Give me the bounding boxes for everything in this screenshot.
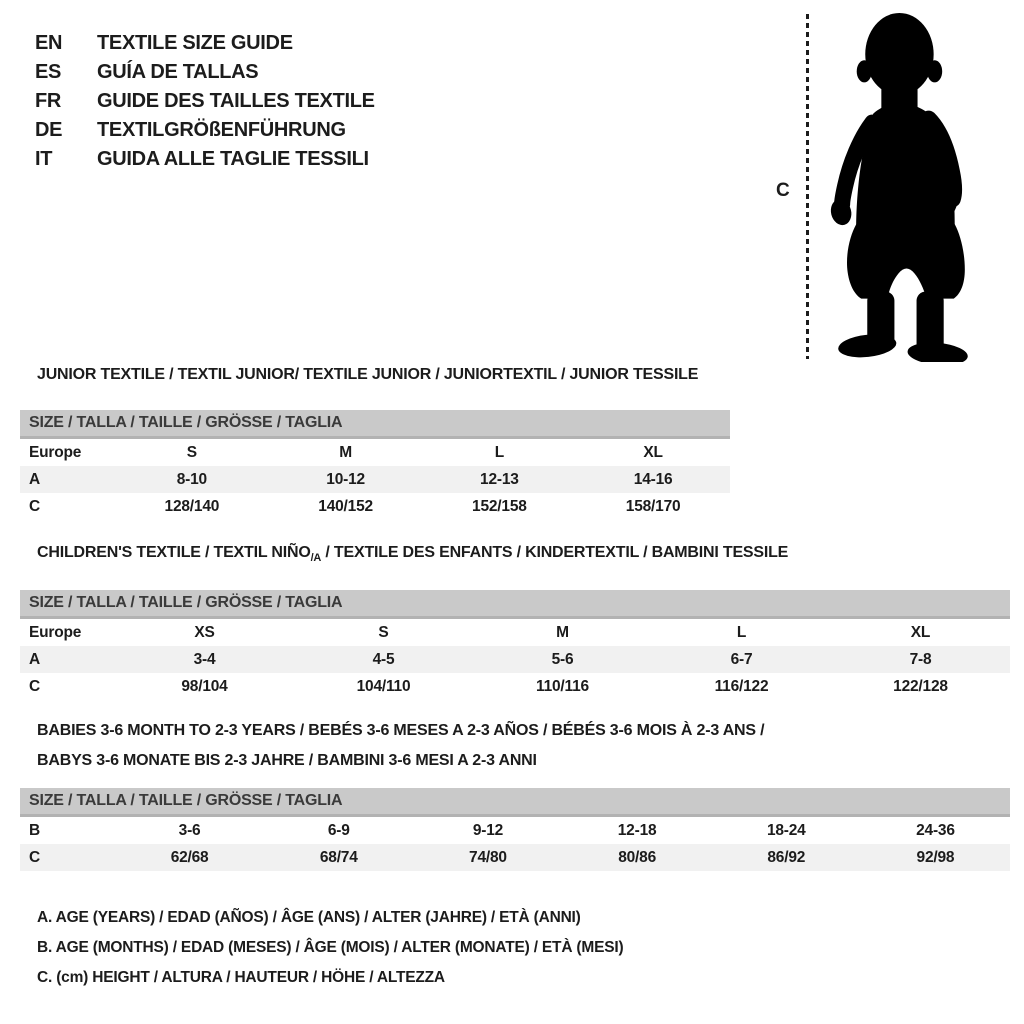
language-code: DE bbox=[35, 119, 63, 141]
language-row-it bbox=[35, 145, 375, 174]
table-row-age bbox=[20, 466, 730, 493]
size-cell: S bbox=[186, 443, 197, 461]
measurement-legend bbox=[37, 903, 623, 993]
junior-table-body bbox=[20, 439, 730, 520]
childrens-title-pre: CHILDREN'S TEXTILE / TEXTIL NIÑO bbox=[37, 544, 311, 561]
childrens-size-table bbox=[20, 590, 1010, 700]
childrens-table-body bbox=[20, 619, 1010, 700]
height-cell: 122/128 bbox=[893, 677, 948, 695]
age-cell: 12-13 bbox=[480, 470, 519, 488]
row-label: A bbox=[29, 650, 40, 668]
babies-size-table bbox=[20, 788, 1010, 871]
height-cell: 104/110 bbox=[356, 677, 411, 695]
row-label: C bbox=[29, 848, 40, 866]
guide-title-it: GUIDA ALLE TAGLIE TESSILI bbox=[97, 148, 369, 170]
toddler-silhouette bbox=[820, 10, 996, 362]
babies-title-line-2: BABYS 3-6 MONATE BIS 2-3 JAHRE / BAMBINI 3-6 MESI A 2-3 ANNI bbox=[37, 752, 537, 769]
legend-line-b: B. AGE (MONTHS) / EDAD (MESES) / ÂGE (MOIS) / ALTER (MONATE) / ETÀ (MESI) bbox=[37, 939, 624, 956]
size-cell: S bbox=[378, 623, 389, 641]
row-label: Europe bbox=[29, 623, 82, 641]
childrens-section-title bbox=[37, 544, 788, 564]
language-row-fr bbox=[35, 87, 375, 116]
guide-title-es: GUÍA DE TALLAS bbox=[97, 61, 259, 83]
age-cell: 12-18 bbox=[617, 821, 657, 839]
table-row-height bbox=[20, 493, 730, 520]
table-row-age-months bbox=[20, 817, 1010, 844]
table-row-europe bbox=[20, 619, 1010, 646]
age-cell: 7-8 bbox=[909, 650, 932, 668]
age-cell: 4-5 bbox=[372, 650, 395, 668]
age-cell: 14-16 bbox=[633, 470, 673, 488]
age-cell: 3-4 bbox=[193, 650, 216, 668]
age-cell: 6-9 bbox=[327, 821, 350, 839]
language-code: FR bbox=[35, 90, 62, 112]
age-cell: 18-24 bbox=[766, 821, 806, 839]
legend-line-c: C. (cm) HEIGHT / ALTURA / HAUTEUR / HÖHE / ALTEZZA bbox=[37, 969, 445, 986]
row-label: C bbox=[29, 497, 40, 515]
height-cell: 116/122 bbox=[714, 677, 769, 695]
size-cell: XL bbox=[643, 443, 663, 461]
age-cell: 5-6 bbox=[551, 650, 574, 668]
height-cell: 152/158 bbox=[472, 497, 527, 515]
size-cell: XS bbox=[194, 623, 215, 641]
height-cell: 140/152 bbox=[318, 497, 373, 515]
childrens-title-post: / TEXTILE DES ENFANTS / KINDERTEXTIL / BAMBINI TESSILE bbox=[321, 544, 789, 561]
height-measure-dashed-line bbox=[806, 14, 809, 359]
size-cell: M bbox=[339, 443, 352, 461]
height-cell: 62/68 bbox=[170, 848, 209, 866]
row-label: A bbox=[29, 470, 40, 488]
guide-title-fr: GUIDE DES TAILLES TEXTILE bbox=[97, 90, 375, 112]
language-list bbox=[35, 29, 375, 174]
height-cell: 158/170 bbox=[625, 497, 681, 515]
babies-table-body bbox=[20, 817, 1010, 871]
age-cell: 6-7 bbox=[730, 650, 753, 668]
language-code: IT bbox=[35, 148, 53, 170]
height-cell: 98/104 bbox=[181, 677, 228, 695]
row-label: B bbox=[29, 821, 40, 839]
age-cell: 10-12 bbox=[326, 470, 365, 488]
guide-title-en: TEXTILE SIZE GUIDE bbox=[97, 32, 293, 54]
table-row-height bbox=[20, 844, 1010, 871]
height-cell: 86/92 bbox=[767, 848, 806, 866]
row-label: Europe bbox=[29, 443, 82, 461]
size-cell: L bbox=[494, 443, 505, 461]
age-cell: 24-36 bbox=[916, 821, 955, 839]
table-row-age bbox=[20, 646, 1010, 673]
measure-label-c: C bbox=[776, 180, 790, 201]
guide-title-de: TEXTILGRÖßENFÜHRUNG bbox=[97, 119, 346, 141]
language-code: ES bbox=[35, 61, 62, 83]
size-cell: L bbox=[736, 623, 747, 641]
language-row-es bbox=[35, 58, 375, 87]
language-row-de bbox=[35, 116, 375, 145]
legend-line-a: A. AGE (YEARS) / EDAD (AÑOS) / ÂGE (ANS) / ALTER (JAHRE) / ETÀ (ANNI) bbox=[37, 909, 581, 926]
height-cell: 74/80 bbox=[469, 848, 507, 866]
height-cell: 92/98 bbox=[916, 848, 955, 866]
height-cell: 128/140 bbox=[164, 497, 220, 515]
junior-size-table bbox=[20, 410, 730, 520]
junior-section-title: JUNIOR TEXTILE / TEXTIL JUNIOR/ TEXTILE JUNIOR / JUNIORTEXTIL / JUNIOR TESSILE bbox=[37, 366, 699, 383]
age-cell: 3-6 bbox=[178, 821, 201, 839]
size-cell: M bbox=[556, 623, 569, 641]
table-row-europe bbox=[20, 439, 730, 466]
table-row-height bbox=[20, 673, 1010, 700]
height-cell: 68/74 bbox=[319, 848, 358, 866]
language-code: EN bbox=[35, 32, 63, 54]
age-cell: 8-10 bbox=[176, 470, 207, 488]
babies-section-title bbox=[37, 716, 764, 776]
age-cell: 9-12 bbox=[472, 821, 504, 839]
childrens-title-subscript: /A bbox=[310, 552, 322, 564]
toddler-shape bbox=[828, 13, 968, 362]
size-cell: XL bbox=[910, 623, 931, 641]
row-label: C bbox=[29, 677, 40, 695]
size-table-header: SIZE / TALLA / TAILLE / GRÖSSE / TAGLIA bbox=[20, 410, 730, 439]
height-cell: 80/86 bbox=[618, 848, 656, 866]
size-table-header: SIZE / TALLA / TAILLE / GRÖSSE / TAGLIA bbox=[20, 590, 1010, 619]
language-row-en bbox=[35, 29, 375, 58]
size-table-header: SIZE / TALLA / TAILLE / GRÖSSE / TAGLIA bbox=[20, 788, 1010, 817]
babies-title-line-1: BABIES 3-6 MONTH TO 2-3 YEARS / BEBÉS 3-6 MESES A 2-3 AÑOS / BÉBÉS 3-6 MOIS À 2-3 ANS / bbox=[37, 722, 765, 739]
height-cell: 110/116 bbox=[536, 677, 589, 695]
